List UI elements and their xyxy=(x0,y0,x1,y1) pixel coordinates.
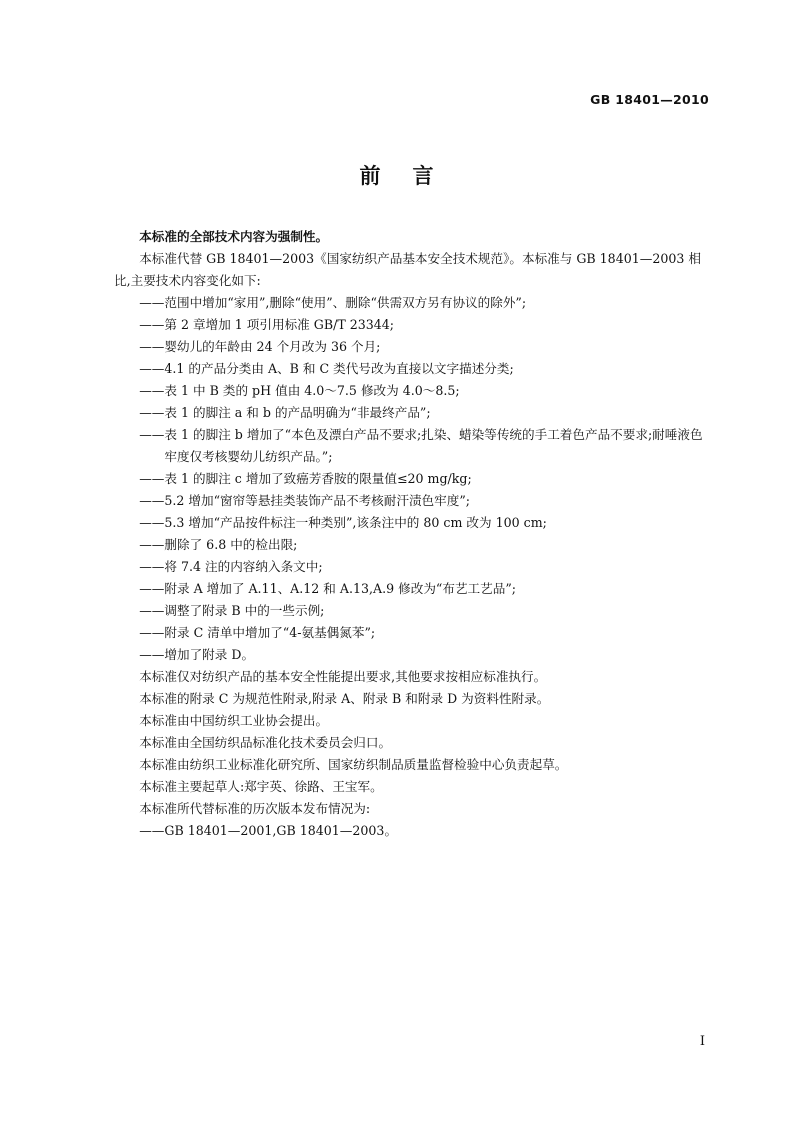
standard-code: GB 18401—2010 xyxy=(590,92,709,107)
change-item: ——第 2 章增加 1 项引用标准 GB/T 23344; xyxy=(139,317,395,332)
committee-statement: 本标准由全国纺织品标准化技术委员会归口。 xyxy=(139,735,392,750)
change-item: ——5.2 增加“窗帘等悬挂类装饰产品不考核耐汗渍色牢度”; xyxy=(139,493,471,508)
page-title: 前言 xyxy=(359,164,466,188)
change-item: ——5.3 增加“产品按件标注一种类别”,该条注中的 80 cm 改为 100 cm; xyxy=(139,515,547,530)
change-item: ——附录 C 清单中增加了“4-氨基偶氮苯”; xyxy=(139,625,376,640)
change-item: ——表 1 的脚注 c 增加了致癌芳香胺的限量值≤20 mg/kg; xyxy=(139,471,472,486)
change-item: ——将 7.4 注的内容纳入条文中; xyxy=(139,559,323,574)
proposer-statement: 本标准由中国纺织工业协会提出。 xyxy=(139,713,329,728)
mandatory-statement: 本标准的全部技术内容为强制性。 xyxy=(139,229,329,244)
change-item: ——4.1 的产品分类由 A、B 和 C 类代号改为直接以文字描述分类; xyxy=(139,361,514,376)
change-item: ——删除了 6.8 中的检出限; xyxy=(139,537,298,552)
document-body xyxy=(114,226,712,842)
change-item: ——范围中增加“家用”,删除“使用”、删除“供需双方另有协议的除外”; xyxy=(139,295,527,310)
change-item: ——表 1 的脚注 b 增加了“本色及漂白产品不要求;扎染、蜡染等传统的手工着色产品不要求;耐唾液色牢度仅考核婴幼儿纺织产品。”; xyxy=(139,427,703,464)
change-item: ——婴幼儿的年龄由 24 个月改为 36 个月; xyxy=(139,339,381,354)
drafters-statement: 本标准主要起草人:郑宇英、徐路、王宝军。 xyxy=(139,779,383,794)
history-statement: 本标准所代替标准的历次版本发布情况为: xyxy=(139,801,371,816)
annex-statement: 本标准的附录 C 为规范性附录,附录 A、附录 B 和附录 D 为资料性附录。 xyxy=(139,691,550,706)
page-number: I xyxy=(699,1034,705,1049)
change-item: ——增加了附录 D。 xyxy=(139,647,255,662)
history-item: ——GB 18401—2001,GB 18401—2003。 xyxy=(139,823,398,838)
change-item: ——附录 A 增加了 A.11、A.12 和 A.13,A.9 修改为“布艺工艺品”; xyxy=(139,581,517,596)
change-item: ——表 1 中 B 类的 pH 值由 4.0～7.5 修改为 4.0～8.5; xyxy=(139,383,460,398)
change-item: ——表 1 的脚注 a 和 b 的产品明确为“非最终产品”; xyxy=(139,405,431,420)
change-item: ——调整了附录 B 中的一些示例; xyxy=(139,603,325,618)
scope-statement: 本标准仅对纺织产品的基本安全性能提出要求,其他要求按相应标准执行。 xyxy=(139,669,547,684)
replacement-statement: 本标准代替 GB 18401—2003《国家纺织产品基本安全技术规范》。本标准与 GB 18401—2003 相比,主要技术内容变化如下: xyxy=(114,251,701,288)
drafting-units-statement: 本标准由纺织工业标准化研究所、国家纺织制品质量监督检验中心负责起草。 xyxy=(139,757,568,772)
